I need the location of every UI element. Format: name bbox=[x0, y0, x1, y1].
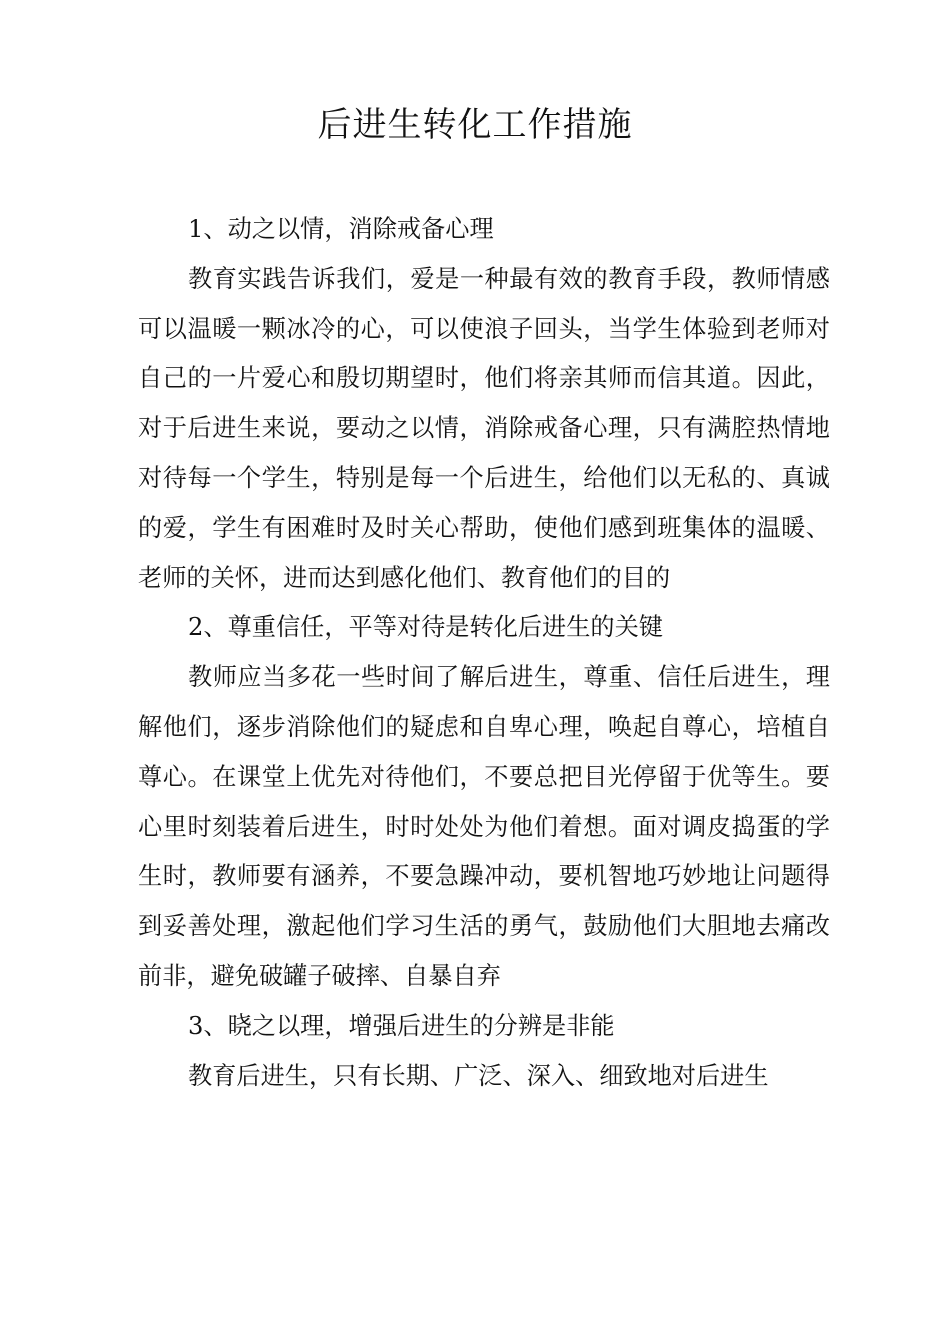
section-paragraph-1: 教育实践告诉我们，爱是一种最有效的教育手段，教师情感可以温暖一颗冰冷的心，可以使浪子回头，当学生体验到老师对自己的一片爱心和殷切期望时，他们将亲其师而信其道。因此，对于后进生来说，要动之以情，消除戒备心理，只有满腔热情地对待每一个学生，特别是每一个后进生，给他们以无私的、真诚的爱，学生有困难时及时关心帮助，使他们感到班集体的温暖、老师的关怀，进而达到感化他们、教育他们的目的 bbox=[138, 264, 830, 592]
section-heading-1: 1、动之以情，消除戒备心理 bbox=[188, 215, 494, 243]
section-paragraph-3: 教育后进生，只有长期、广泛、深入、细致地对后进生 bbox=[188, 1061, 769, 1090]
section-paragraph-2: 教师应当多花一些时间了解后进生，尊重、信任后进生，理解他们，逐步消除他们的疑虑和自卑心理，唤起自尊心，培植自尊心。在课堂上优先对待他们，不要总把目光停留于优等生。要心里时刻装着后进生，时时处处为他们着想。面对调皮捣蛋的学生时，教师要有涵养，不要急躁冲动，要机智地巧妙地让问题得到妥善处理，激起他们学习生活的勇气，鼓励他们大胆地去痛改前非，避免破罐子破摔、自暴自弃 bbox=[138, 663, 830, 990]
section-heading-2: 2、尊重信任，平等对待是转化后进生的关键 bbox=[188, 613, 663, 642]
document-body bbox=[138, 205, 830, 1101]
section-heading-3: 3、晓之以理，增强后进生的分辨是非能 bbox=[188, 1011, 615, 1040]
document-title: 后进生转化工作措施 bbox=[317, 105, 633, 145]
